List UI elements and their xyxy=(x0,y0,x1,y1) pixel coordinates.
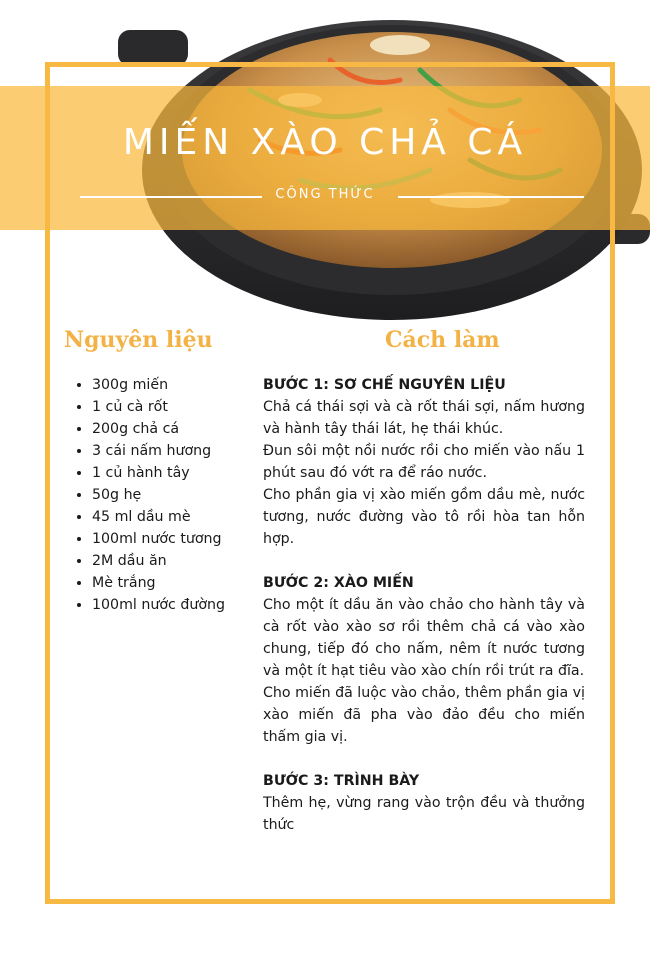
step-paragraph: Cho một ít dầu ăn vào chảo cho hành tây và cà rốt vào xào sơ rồi thêm chả cá vào xào chung, tiếp đó cho nấm, nêm ít nước tương và một ít hạt tiêu vào xào chín rồi trút ra đĩa. xyxy=(263,597,585,679)
list-item: • 50g hẹ xyxy=(92,484,267,506)
step-paragraph: Chả cá thái sợi và cà rốt thái sợi, nấm hương và hành tây thái lát, hẹ thái khúc. xyxy=(263,399,585,437)
list-item: • 1 củ hành tây xyxy=(92,462,267,484)
ingredients-heading: Nguyên liệu xyxy=(64,327,213,353)
method-heading: Cách làm xyxy=(385,327,500,353)
list-item: • 3 cái nấm hương xyxy=(92,440,267,462)
list-item: • 300g miến xyxy=(92,374,267,396)
list-item: • 100ml nước tương xyxy=(92,528,267,550)
list-item: • Mè trắng xyxy=(92,572,267,594)
step-paragraph: Đun sôi một nồi nước rồi cho miến vào nấu 1 phút sau đó vớt ra để ráo nước. xyxy=(263,443,585,481)
recipe-title: MIẾN XÀO CHẢ CÁ xyxy=(122,122,528,163)
list-item: • 2M dầu ăn xyxy=(92,550,267,572)
step-title: BƯỚC 2: XÀO MIẾN xyxy=(263,575,414,591)
subtitle-divider-right xyxy=(398,196,584,198)
method-steps xyxy=(263,374,585,836)
step-3 xyxy=(263,770,585,836)
step-2 xyxy=(263,572,585,748)
step-paragraph: Cho miến đã luộc vào chảo, thêm phần gia vị xào miến đã pha vào đảo đều cho miến thấm gia vị. xyxy=(263,685,585,745)
step-title: BƯỚC 3: TRÌNH BÀY xyxy=(263,773,420,789)
step-1 xyxy=(263,374,585,550)
recipe-subtitle: CÔNG THỨC xyxy=(275,187,375,202)
list-item: • 200g chả cá xyxy=(92,418,267,440)
step-title: BƯỚC 1: SƠ CHẾ NGUYÊN LIỆU xyxy=(263,377,506,393)
list-item: • 100ml nước đường xyxy=(92,594,267,616)
list-item: • 45 ml dầu mè xyxy=(92,506,267,528)
step-paragraph: Cho phần gia vị xào miến gồm dầu mè, nước tương, nước đường vào tô rồi hòa tan hỗn hợp. xyxy=(263,487,585,547)
ingredients-list xyxy=(72,374,267,616)
list-item: • 1 củ cà rốt xyxy=(92,396,267,418)
step-paragraph: Thêm hẹ, vừng rang vào trộn đều và thưởng thức xyxy=(263,795,585,833)
